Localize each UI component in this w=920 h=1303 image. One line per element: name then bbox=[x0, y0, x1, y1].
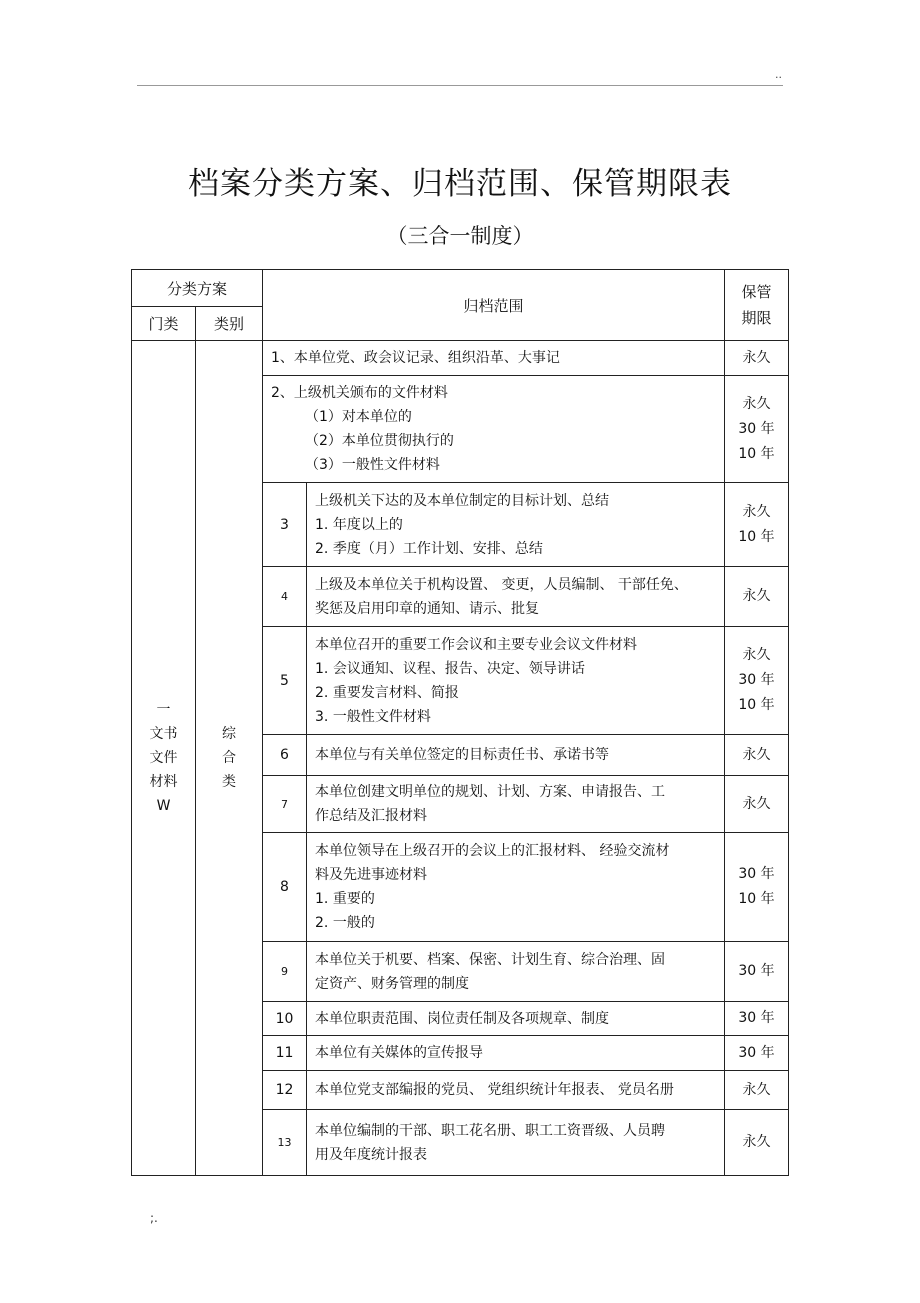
row-number: 7 bbox=[263, 776, 307, 833]
scope-line: 2. 季度（月）工作计划、安排、总结 bbox=[315, 540, 543, 557]
retention-value: 30 年 bbox=[738, 672, 775, 688]
header-rule bbox=[137, 85, 783, 86]
retention-cell bbox=[725, 776, 789, 833]
row-number: 11 bbox=[263, 1036, 307, 1071]
row-number: 10 bbox=[263, 1002, 307, 1036]
scope-line: 1. 会议通知、议程、报告、决定、领导讲话 bbox=[315, 660, 585, 677]
scope-cell bbox=[263, 341, 725, 376]
scope-line: 用及年度统计报表 bbox=[315, 1146, 428, 1163]
scope-line: 本单位创建文明单位的规划、计划、方案、申请报告、工 bbox=[315, 784, 666, 800]
retention-cell bbox=[725, 341, 789, 376]
door-line: 文件 bbox=[149, 750, 178, 766]
scope-cell bbox=[307, 942, 725, 1002]
scope-cell bbox=[307, 833, 725, 942]
scope-line: 2、上级机关颁布的文件材料 bbox=[271, 385, 448, 401]
scope-cell bbox=[307, 483, 725, 567]
scope-cell bbox=[307, 1110, 725, 1176]
retention-value: 30 年 bbox=[738, 1010, 775, 1026]
scope-line: 上级机关下达的及本单位制定的目标计划、总结 bbox=[315, 492, 610, 509]
retention-cell bbox=[725, 1002, 789, 1036]
scope-line: 本单位与有关单位签定的目标责任书、承诺书等 bbox=[315, 747, 610, 763]
retention-value: 永久 bbox=[742, 647, 771, 663]
scope-cell bbox=[307, 1036, 725, 1071]
header-retention-line2: 期限 bbox=[741, 309, 772, 327]
document-subtitle: （三合一制度） bbox=[386, 224, 534, 248]
row-number: 8 bbox=[263, 833, 307, 942]
scope-cell bbox=[307, 567, 725, 627]
document-title: 档案分类方案、归档范围、保管期限表 bbox=[188, 166, 732, 202]
scope-cell bbox=[307, 735, 725, 776]
scope-line: 料及先进事迹材料 bbox=[315, 867, 428, 883]
retention-value: 永久 bbox=[742, 795, 771, 812]
scope-line: 本单位编制的干部、职工花名册、职工工资晋级、人员聘 bbox=[315, 1122, 666, 1139]
retention-cell bbox=[725, 942, 789, 1002]
row-number: 3 bbox=[263, 483, 307, 567]
door-line: 文书 bbox=[149, 726, 178, 742]
header-door: 门类 bbox=[132, 307, 196, 341]
retention-value: 30 年 bbox=[738, 963, 775, 979]
retention-value: 10 年 bbox=[738, 697, 775, 713]
header-category: 类别 bbox=[196, 307, 263, 341]
category-line: 合 bbox=[222, 750, 236, 766]
header-classification: 分类方案 bbox=[132, 270, 263, 307]
retention-value: 30 年 bbox=[738, 1044, 775, 1061]
retention-value: 永久 bbox=[742, 503, 771, 520]
scope-cell bbox=[307, 627, 725, 735]
retention-value: 10 年 bbox=[738, 445, 775, 462]
row-number: 13 bbox=[263, 1110, 307, 1176]
scope-line: 1. 重要的 bbox=[315, 891, 375, 907]
category-line: 类 bbox=[222, 774, 236, 790]
retention-value: 30 年 bbox=[738, 420, 775, 437]
header-mark: .. bbox=[775, 68, 782, 81]
scope-line: 本单位有关媒体的宣传报导 bbox=[315, 1045, 484, 1061]
retention-value: 10 年 bbox=[738, 891, 775, 907]
scope-line: 本单位职责范围、岗位责任制及各项规章、制度 bbox=[315, 1010, 610, 1027]
scope-line: 本单位召开的重要工作会议和主要专业会议文件材料 bbox=[315, 636, 638, 653]
door-cell bbox=[132, 341, 196, 1176]
retention-cell bbox=[725, 1036, 789, 1071]
row-number: 6 bbox=[263, 735, 307, 776]
scope-subline: （3）一般性文件材料 bbox=[305, 457, 440, 473]
scope-line: 1、本单位党、政会议记录、组织沿革、大事记 bbox=[271, 350, 560, 366]
scope-line: 作总结及汇报材料 bbox=[315, 808, 428, 824]
scope-subline: （2）本单位贯彻执行的 bbox=[305, 433, 454, 449]
scope-line: 2. 重要发言材料、简报 bbox=[315, 684, 459, 701]
row-number: 4 bbox=[263, 567, 307, 627]
row-number: 9 bbox=[263, 942, 307, 1002]
scope-line: 3. 一般性文件材料 bbox=[315, 708, 431, 725]
retention-value: 永久 bbox=[742, 1134, 771, 1150]
footer-mark: ;. bbox=[150, 1211, 158, 1225]
retention-cell bbox=[725, 483, 789, 567]
scope-cell bbox=[263, 376, 725, 483]
row-number: 5 bbox=[263, 627, 307, 735]
door-line: 材料 bbox=[149, 774, 178, 790]
scope-line: 1. 年度以上的 bbox=[315, 516, 403, 533]
door-line: 一 bbox=[156, 702, 171, 718]
retention-value: 永久 bbox=[742, 746, 771, 763]
category-cell bbox=[196, 341, 263, 1176]
retention-cell bbox=[725, 833, 789, 942]
scope-cell bbox=[307, 1002, 725, 1036]
scope-line: 本单位党支部编报的党员、 党组织统计年报表、 党员名册 bbox=[315, 1082, 674, 1098]
scope-line: 定资产、财务管理的制度 bbox=[315, 975, 470, 992]
retention-table bbox=[131, 269, 789, 1176]
scope-line: 本单位领导在上级召开的会议上的汇报材料、 经验交流材 bbox=[315, 843, 670, 859]
retention-cell bbox=[725, 627, 789, 735]
retention-cell bbox=[725, 1110, 789, 1176]
retention-value: 永久 bbox=[742, 395, 771, 412]
retention-cell bbox=[725, 735, 789, 776]
retention-cell bbox=[725, 376, 789, 483]
scope-cell bbox=[307, 776, 725, 833]
scope-line: 奖惩及启用印章的通知、请示、批复 bbox=[315, 600, 540, 617]
retention-value: 30 年 bbox=[738, 866, 775, 882]
scope-line: 2. 一般的 bbox=[315, 915, 375, 931]
retention-value: 永久 bbox=[742, 349, 771, 366]
header-scope: 归档范围 bbox=[263, 270, 725, 341]
retention-value: 永久 bbox=[742, 588, 771, 604]
retention-cell bbox=[725, 567, 789, 627]
retention-cell bbox=[725, 1071, 789, 1110]
scope-subline: （1）对本单位的 bbox=[305, 409, 412, 425]
scope-line: 本单位关于机要、档案、保密、计划生育、综合治理、固 bbox=[315, 951, 666, 968]
row-number: 12 bbox=[263, 1071, 307, 1110]
scope-cell bbox=[307, 1071, 725, 1110]
category-line: 综 bbox=[222, 726, 236, 742]
retention-value: 永久 bbox=[742, 1081, 771, 1098]
door-line: W bbox=[156, 798, 171, 814]
header-retention-line1: 保管 bbox=[741, 283, 772, 301]
retention-value: 10 年 bbox=[738, 528, 775, 545]
scope-line: 上级及本单位关于机构设置、 变更，人员编制、 干部任免、 bbox=[315, 576, 688, 593]
header-retention bbox=[725, 270, 789, 341]
